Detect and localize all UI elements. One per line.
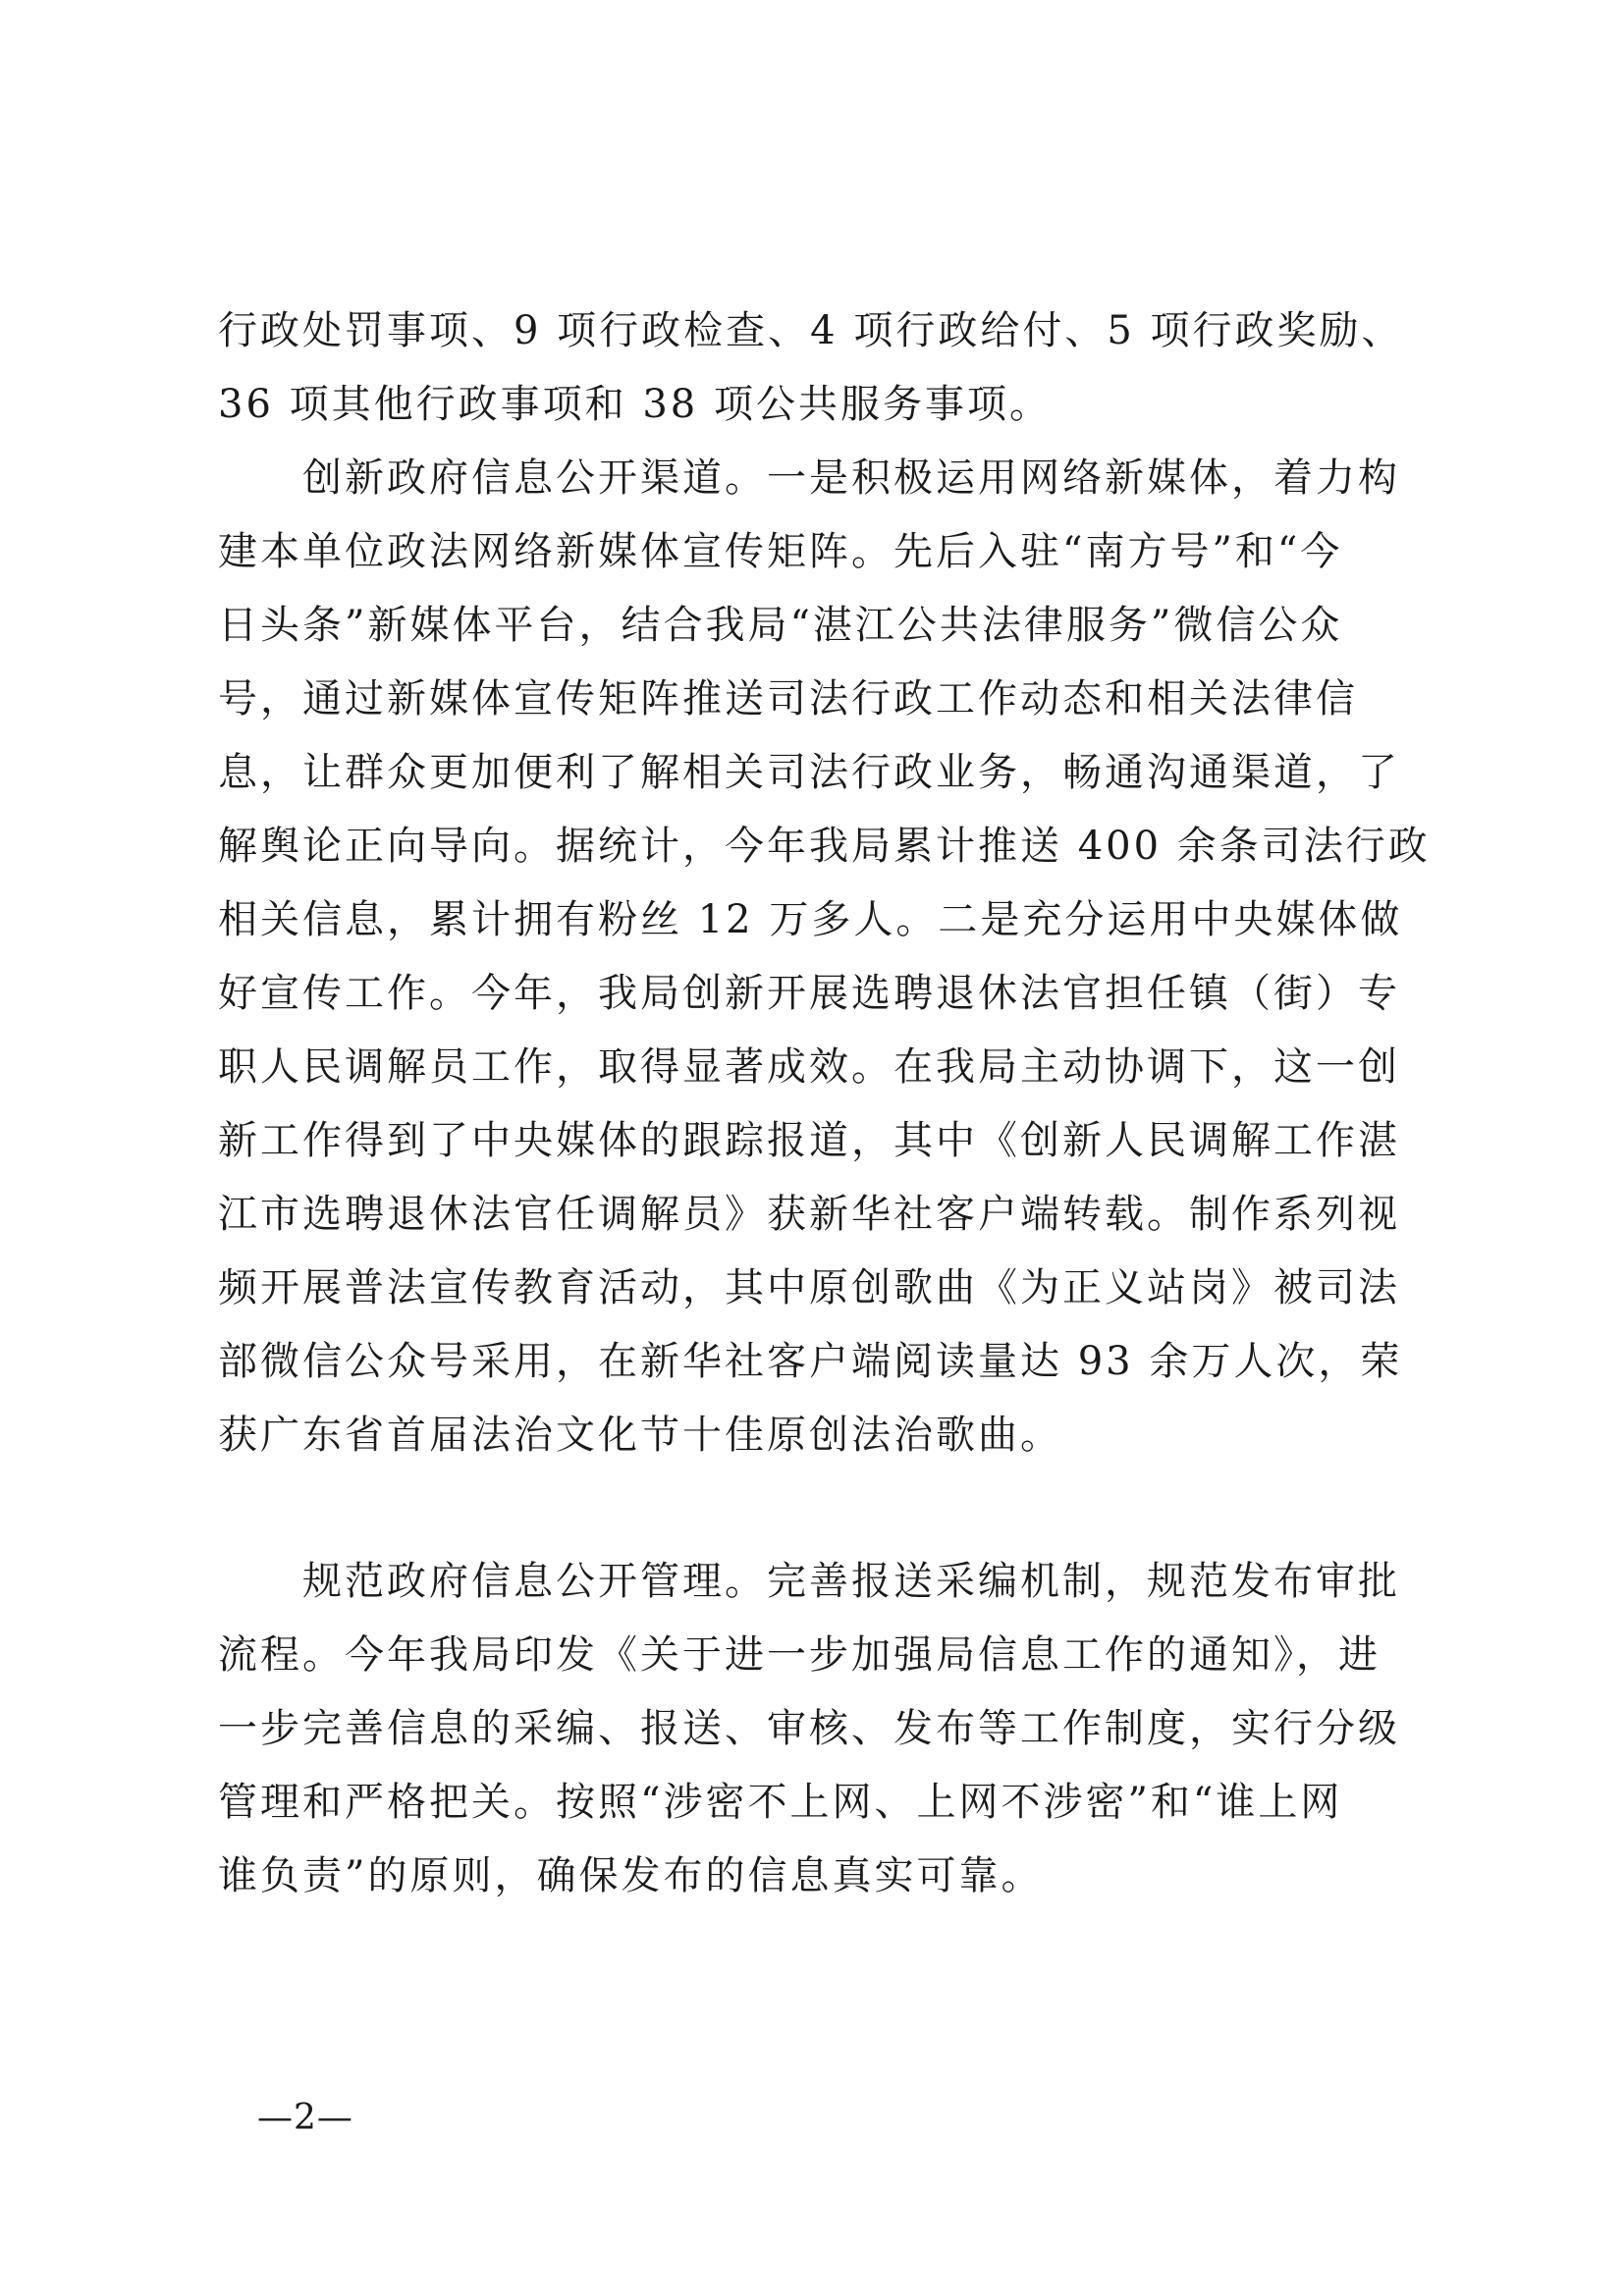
text-line: 江市选聘退休法官任调解员》获新华社客户端转载。制作系列视 xyxy=(218,1192,1400,1237)
page-number: —2— xyxy=(257,2098,353,2138)
text-line: 职人民调解员工作，取得显著成效。在我局主动协调下，这一创 xyxy=(218,1044,1400,1090)
text-line: 流程。今年我局印发《关于进一步加强局信息工作的通知》，进 xyxy=(218,1632,1380,1678)
text-line: 一步完善信息的采编、报送、审核、发布等工作制度，实行分级 xyxy=(218,1706,1400,1751)
text-line: 建本单位政法网络新媒体宣传矩阵。先后入驻“南方号”和“今 xyxy=(218,529,1343,574)
text-line: 新工作得到了中央媒体的跟踪报道，其中《创新人民调解工作湛 xyxy=(218,1118,1400,1163)
text-line: 行政处罚事项、9 项行政检查、4 项行政给付、5 项行政奖励、 xyxy=(218,308,1404,353)
text-line: 谁负责”的原则，确保发布的信息真实可靠。 xyxy=(218,1853,1044,1898)
text-line: 管理和严格把关。按照“涉密不上网、上网不涉密”和“谁上网 xyxy=(218,1780,1343,1825)
paragraph-disclosure-management xyxy=(218,1545,1416,1913)
text-line: 日头条”新媒体平台，结合我局“湛江公共法律服务”微信公众 xyxy=(218,603,1343,648)
text-line: 规范政府信息公开管理。完善报送采编机制，规范发布审批 xyxy=(218,1559,1400,1604)
continuation-text xyxy=(218,294,1416,442)
text-line: 创新政府信息公开渠道。一是积极运用网络新媒体，着力构 xyxy=(218,455,1400,501)
text-line: 息，让群众更加便利了解相关司法行政业务，畅通沟通渠道，了 xyxy=(218,750,1400,795)
text-line: 36 项其他行政事项和 38 项公共服务事项。 xyxy=(218,382,1052,427)
text-line: 获广东省首届法治文化节十佳原创法治歌曲。 xyxy=(218,1413,1062,1458)
text-line: 好宣传工作。今年，我局创新开展选聘退休法官担任镇（街）专 xyxy=(218,971,1400,1016)
text-line: 号，通过新媒体宣传矩阵推送司法行政工作动态和相关法律信 xyxy=(218,676,1358,721)
text-line: 相关信息，累计拥有粉丝 12 万多人。二是充分运用中央媒体做 xyxy=(218,897,1403,942)
paragraph-disclosure-channels xyxy=(218,442,1431,1472)
text-line: 解舆论正向导向。据统计，今年我局累计推送 400 余条司法行政 xyxy=(218,824,1431,869)
text-line: 频开展普法宣传教育活动，其中原创歌曲《为正义站岗》被司法 xyxy=(218,1265,1400,1310)
text-line: 部微信公众号采用，在新华社客户端阅读量达 93 余万人次，荣 xyxy=(218,1339,1403,1384)
